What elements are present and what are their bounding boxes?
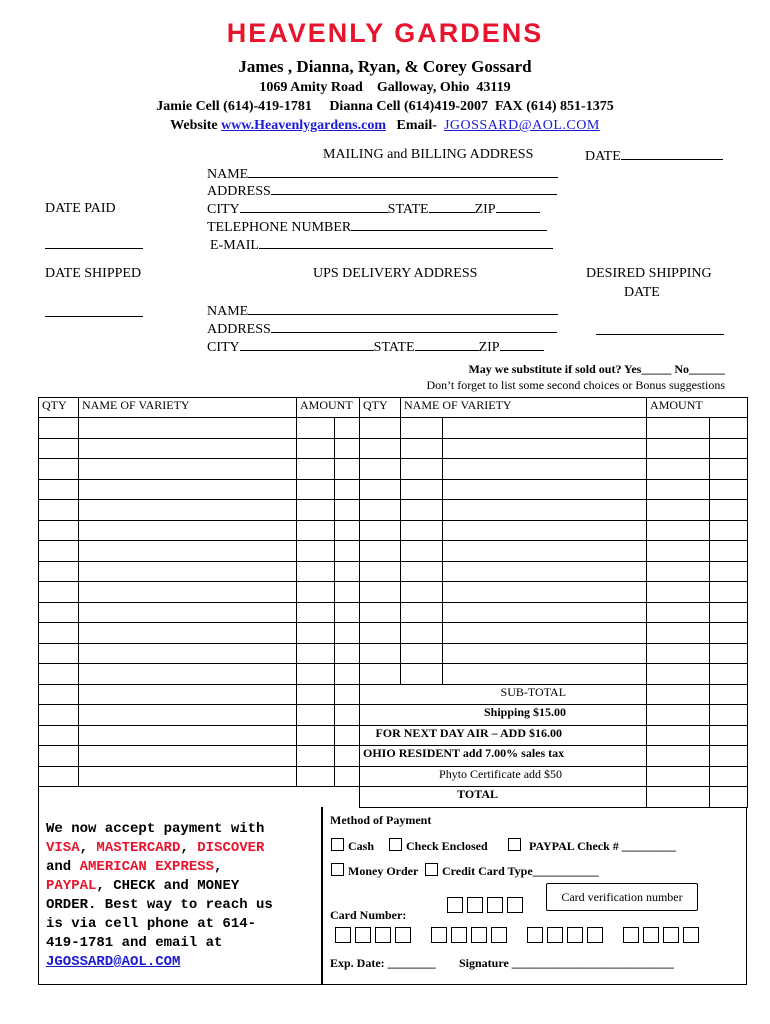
ups-name-label: NAME bbox=[207, 304, 249, 319]
cash-option[interactable] bbox=[331, 838, 374, 854]
ups-heading: UPS DELIVERY ADDRESS bbox=[313, 266, 478, 281]
table-cell[interactable] bbox=[39, 438, 79, 459]
table-cell[interactable] bbox=[401, 520, 443, 541]
table-row bbox=[39, 623, 748, 644]
table-cell[interactable] bbox=[39, 561, 79, 582]
table-cell[interactable] bbox=[79, 602, 297, 623]
table-cell[interactable] bbox=[401, 459, 443, 480]
ups-state-label: STATE bbox=[373, 340, 415, 355]
date-shipped-line[interactable] bbox=[45, 316, 143, 317]
table-cell[interactable] bbox=[360, 602, 401, 623]
table-cell[interactable] bbox=[335, 561, 360, 582]
total-row bbox=[39, 787, 748, 808]
table-cell[interactable] bbox=[401, 643, 443, 664]
phyto-label: Phyto Certificate add $50 bbox=[360, 766, 647, 787]
table-cell[interactable] bbox=[401, 623, 443, 644]
table-cell[interactable] bbox=[297, 541, 335, 562]
table-cell[interactable] bbox=[335, 582, 360, 603]
table-row bbox=[39, 438, 748, 459]
table-cell[interactable] bbox=[39, 479, 79, 500]
company-title: HEAVENLY GARDENS bbox=[226, 18, 544, 48]
table-cell[interactable] bbox=[401, 438, 443, 459]
payment-note-line-7: 419-1781 and email at bbox=[46, 935, 223, 951]
table-cell[interactable] bbox=[401, 541, 443, 562]
table-cell[interactable] bbox=[335, 500, 360, 521]
desired-shipping-label: DESIRED SHIPPING bbox=[586, 266, 712, 281]
total-label: TOTAL bbox=[360, 787, 647, 808]
table-cell[interactable] bbox=[297, 418, 335, 439]
money-order-option[interactable] bbox=[331, 863, 418, 879]
second-choices-note: Don’t forget to list some second choices or Bonus suggestions bbox=[426, 378, 725, 392]
signature-field[interactable]: Signature ___________________________ bbox=[459, 956, 674, 970]
mailing-city-field[interactable] bbox=[207, 200, 540, 218]
desired-shipping-label-2: DATE bbox=[624, 285, 660, 300]
table-cell[interactable] bbox=[710, 602, 748, 623]
table-cell[interactable] bbox=[710, 582, 748, 603]
table-cell[interactable] bbox=[79, 479, 297, 500]
cash-checkbox[interactable] bbox=[331, 838, 344, 851]
paypal-label: PAYPAL Check # _________ bbox=[529, 839, 676, 853]
company-address: 1069 Amity Road Galloway, Ohio 43119 bbox=[259, 80, 511, 95]
table-cell[interactable] bbox=[443, 500, 647, 521]
payment-note-line-2: VISA, MASTERCARD, DISCOVER bbox=[46, 840, 265, 856]
website-label: Website bbox=[170, 118, 218, 133]
qty-header-2: QTY bbox=[360, 398, 401, 418]
method-heading: Method of Payment bbox=[330, 813, 432, 827]
check-money-text: , CHECK and MONEY bbox=[96, 878, 240, 894]
table-cell[interactable] bbox=[79, 623, 297, 644]
payment-note bbox=[46, 820, 273, 972]
table-cell[interactable] bbox=[297, 479, 335, 500]
table-cell[interactable] bbox=[335, 623, 360, 644]
card-number-boxes[interactable] bbox=[335, 926, 703, 944]
next-day-label: FOR NEXT DAY AIR – ADD $16.00 bbox=[360, 725, 647, 746]
table-cell[interactable] bbox=[443, 541, 647, 562]
table-cell[interactable] bbox=[335, 664, 360, 685]
table-row bbox=[39, 664, 748, 685]
shipping-row bbox=[39, 705, 748, 726]
table-cell[interactable] bbox=[710, 500, 748, 521]
mailing-name-field[interactable] bbox=[207, 165, 558, 183]
table-cell[interactable] bbox=[360, 500, 401, 521]
table-row bbox=[39, 459, 748, 480]
table-cell[interactable] bbox=[79, 561, 297, 582]
amex-text: AMERICAN EXPRESS bbox=[79, 859, 215, 875]
table-cell[interactable] bbox=[360, 643, 401, 664]
table-cell[interactable] bbox=[710, 459, 748, 480]
table-cell[interactable] bbox=[647, 500, 710, 521]
table-row bbox=[39, 500, 748, 521]
table-cell[interactable] bbox=[79, 500, 297, 521]
table-cell[interactable] bbox=[297, 520, 335, 541]
money-order-checkbox[interactable] bbox=[331, 863, 344, 876]
table-cell[interactable] bbox=[443, 664, 647, 685]
table-cell[interactable] bbox=[360, 664, 401, 685]
website-link[interactable]: www.Heavenlygardens.com bbox=[221, 118, 386, 133]
table-cell[interactable] bbox=[79, 643, 297, 664]
city-label: CITY bbox=[207, 202, 240, 217]
table-cell[interactable] bbox=[39, 541, 79, 562]
table-cell[interactable] bbox=[443, 479, 647, 500]
variety-header: NAME OF VARIETY bbox=[79, 398, 297, 418]
table-cell[interactable] bbox=[79, 520, 297, 541]
table-cell[interactable] bbox=[39, 500, 79, 521]
table-cell[interactable] bbox=[297, 602, 335, 623]
table-cell[interactable] bbox=[335, 541, 360, 562]
table-row bbox=[39, 602, 748, 623]
ohio-tax-row bbox=[39, 746, 748, 767]
table-cell[interactable] bbox=[360, 418, 401, 439]
table-cell[interactable] bbox=[79, 582, 297, 603]
table-cell[interactable] bbox=[647, 561, 710, 582]
substitute-question: May we substitute if sold out? Yes_____ No______ bbox=[468, 362, 725, 376]
table-cell[interactable] bbox=[710, 541, 748, 562]
payment-note-line-1: We now accept payment with bbox=[46, 821, 265, 837]
table-cell[interactable] bbox=[647, 479, 710, 500]
table-cell[interactable] bbox=[647, 459, 710, 480]
table-cell[interactable] bbox=[297, 438, 335, 459]
table-cell[interactable] bbox=[443, 438, 647, 459]
table-cell[interactable] bbox=[360, 479, 401, 500]
table-cell[interactable] bbox=[647, 520, 710, 541]
table-cell[interactable] bbox=[297, 500, 335, 521]
payment-note-line-6: is via cell phone at 614- bbox=[46, 916, 257, 932]
table-cell[interactable] bbox=[297, 623, 335, 644]
subtotal-label: SUB-TOTAL bbox=[360, 684, 647, 705]
table-cell[interactable] bbox=[39, 623, 79, 644]
table-cell[interactable] bbox=[401, 664, 443, 685]
payment-note-line-3: and AMERICAN EXPRESS, bbox=[46, 859, 223, 875]
paypal-text: PAYPAL bbox=[46, 878, 97, 894]
table-cell[interactable] bbox=[335, 479, 360, 500]
table-cell[interactable] bbox=[647, 664, 710, 685]
ups-city-label: CITY bbox=[207, 340, 240, 355]
credit-card-option[interactable] bbox=[425, 863, 599, 879]
phone-numbers: Jamie Cell (614)-419-1781 Dianna Cell (614)419-2007 FAX (614) 851-1375 bbox=[156, 99, 614, 114]
paypal-checkbox[interactable] bbox=[508, 838, 521, 851]
credit-card-checkbox[interactable] bbox=[425, 863, 438, 876]
mailing-email-field[interactable] bbox=[210, 236, 553, 254]
cash-label: Cash bbox=[348, 839, 375, 853]
desired-shipping-line[interactable] bbox=[596, 334, 724, 335]
table-cell[interactable] bbox=[335, 602, 360, 623]
table-cell[interactable] bbox=[39, 664, 79, 685]
table-cell[interactable] bbox=[710, 664, 748, 685]
credit-card-label: Credit Card Type___________ bbox=[442, 864, 599, 878]
table-cell[interactable] bbox=[710, 438, 748, 459]
table-cell[interactable] bbox=[443, 561, 647, 582]
qty-header: QTY bbox=[39, 398, 79, 418]
name-label: NAME bbox=[207, 167, 249, 182]
payment-note-email[interactable]: JGOSSARD@AOL.COM bbox=[46, 954, 181, 970]
table-cell[interactable] bbox=[443, 459, 647, 480]
table-cell[interactable] bbox=[647, 643, 710, 664]
table-cell[interactable] bbox=[360, 438, 401, 459]
table-row bbox=[39, 541, 748, 562]
mailing-heading: MAILING and BILLING ADDRESS bbox=[323, 147, 534, 162]
table-cell[interactable] bbox=[710, 479, 748, 500]
table-cell[interactable] bbox=[401, 500, 443, 521]
table-cell[interactable] bbox=[443, 418, 647, 439]
table-cell[interactable] bbox=[79, 459, 297, 480]
table-cell[interactable] bbox=[647, 582, 710, 603]
table-cell[interactable] bbox=[39, 602, 79, 623]
table-cell[interactable] bbox=[710, 418, 748, 439]
ups-city-field[interactable] bbox=[207, 338, 544, 356]
date-paid-label: DATE PAID bbox=[45, 201, 116, 216]
address-label: ADDRESS bbox=[207, 184, 271, 199]
date-shipped-label: DATE SHIPPED bbox=[45, 266, 142, 281]
table-cell[interactable] bbox=[335, 418, 360, 439]
table-cell[interactable] bbox=[297, 582, 335, 603]
date-field[interactable] bbox=[585, 147, 723, 165]
table-cell[interactable] bbox=[360, 541, 401, 562]
table-cell[interactable] bbox=[647, 438, 710, 459]
table-cell[interactable] bbox=[443, 520, 647, 541]
mastercard-text: MASTERCARD bbox=[96, 840, 181, 856]
table-cell[interactable] bbox=[443, 582, 647, 603]
shipping-label: Shipping $15.00 bbox=[360, 705, 647, 726]
check-checkbox[interactable] bbox=[389, 838, 402, 851]
table-cell[interactable] bbox=[443, 623, 647, 644]
mailing-telephone-field[interactable] bbox=[207, 218, 547, 236]
payment-note-line-4 bbox=[46, 877, 273, 896]
telephone-label: TELEPHONE NUMBER bbox=[207, 220, 352, 235]
payment-note-line-5: ORDER. Best way to reach us bbox=[46, 897, 273, 913]
table-cell[interactable] bbox=[360, 623, 401, 644]
owner-names: James , Dianna, Ryan, & Corey Gossard bbox=[238, 57, 532, 76]
table-cell[interactable] bbox=[79, 541, 297, 562]
table-cell[interactable] bbox=[79, 438, 297, 459]
date-label: DATE bbox=[585, 149, 621, 164]
state-label: STATE bbox=[387, 202, 429, 217]
table-cell[interactable] bbox=[710, 643, 748, 664]
table-cell[interactable] bbox=[710, 623, 748, 644]
website-email-line bbox=[0, 118, 770, 134]
table-row bbox=[39, 561, 748, 582]
table-cell[interactable] bbox=[401, 582, 443, 603]
table-row bbox=[39, 520, 748, 541]
email-label-field: E-MAIL bbox=[210, 238, 259, 253]
paypal-option[interactable] bbox=[508, 838, 676, 854]
variety-header-2: NAME OF VARIETY bbox=[401, 398, 647, 418]
visa-text: VISA bbox=[46, 840, 80, 856]
table-header-row bbox=[39, 398, 748, 418]
table-cell[interactable] bbox=[360, 459, 401, 480]
table-row bbox=[39, 479, 748, 500]
table-cell[interactable] bbox=[360, 582, 401, 603]
cvv-label: Card verification number bbox=[546, 883, 698, 911]
ups-address-field[interactable] bbox=[207, 320, 557, 338]
table-cell[interactable] bbox=[79, 664, 297, 685]
table-cell[interactable] bbox=[401, 561, 443, 582]
order-table bbox=[38, 397, 748, 808]
table-cell[interactable] bbox=[360, 561, 401, 582]
ups-name-field[interactable] bbox=[207, 302, 558, 320]
zip-label: ZIP bbox=[474, 202, 496, 217]
email-label: Email- bbox=[396, 118, 437, 133]
table-row bbox=[39, 418, 748, 439]
card-number-label: Card Number: bbox=[330, 908, 407, 922]
amount-header-2: AMOUNT bbox=[647, 398, 748, 418]
table-cell[interactable] bbox=[39, 520, 79, 541]
table-cell[interactable] bbox=[335, 459, 360, 480]
table-cell[interactable] bbox=[335, 438, 360, 459]
table-cell[interactable] bbox=[443, 602, 647, 623]
table-cell[interactable] bbox=[39, 643, 79, 664]
table-cell[interactable] bbox=[647, 602, 710, 623]
email-link[interactable]: JGOSSARD@AOL.COM bbox=[443, 118, 600, 133]
table-cell[interactable] bbox=[297, 459, 335, 480]
check-label: Check Enclosed bbox=[406, 839, 488, 853]
discover-text: DISCOVER bbox=[197, 840, 265, 856]
table-cell[interactable] bbox=[335, 520, 360, 541]
expiration-field[interactable]: Exp. Date: ________ bbox=[330, 956, 436, 970]
phyto-row bbox=[39, 766, 748, 787]
table-cell[interactable] bbox=[39, 582, 79, 603]
table-cell[interactable] bbox=[443, 643, 647, 664]
table-cell[interactable] bbox=[647, 623, 710, 644]
date-paid-line[interactable] bbox=[45, 248, 143, 249]
table-cell[interactable] bbox=[647, 418, 710, 439]
amount-header: AMOUNT bbox=[297, 398, 360, 418]
table-cell[interactable] bbox=[401, 418, 443, 439]
table-cell[interactable] bbox=[360, 520, 401, 541]
table-cell[interactable] bbox=[79, 418, 297, 439]
cvv-boxes[interactable] bbox=[447, 896, 527, 914]
table-row bbox=[39, 643, 748, 664]
table-cell[interactable] bbox=[401, 479, 443, 500]
next-day-row bbox=[39, 725, 748, 746]
table-cell[interactable] bbox=[39, 459, 79, 480]
payment-note-box bbox=[38, 807, 322, 985]
money-order-label: Money Order bbox=[348, 864, 419, 878]
ups-address-label: ADDRESS bbox=[207, 322, 271, 337]
table-cell[interactable] bbox=[647, 541, 710, 562]
table-cell[interactable] bbox=[335, 643, 360, 664]
table-row bbox=[39, 582, 748, 603]
ohio-tax-label: OHIO RESIDENT add 7.00% sales tax bbox=[360, 746, 647, 767]
table-cell[interactable] bbox=[39, 418, 79, 439]
table-cell[interactable] bbox=[297, 664, 335, 685]
table-cell[interactable] bbox=[710, 520, 748, 541]
ups-zip-label: ZIP bbox=[478, 340, 500, 355]
table-cell[interactable] bbox=[710, 561, 748, 582]
table-cell[interactable] bbox=[297, 643, 335, 664]
table-cell[interactable] bbox=[401, 602, 443, 623]
check-option[interactable] bbox=[389, 838, 488, 854]
table-cell[interactable] bbox=[297, 561, 335, 582]
and-text: and bbox=[46, 859, 72, 875]
mailing-address-field[interactable] bbox=[207, 182, 557, 200]
subtotal-row bbox=[39, 684, 748, 705]
